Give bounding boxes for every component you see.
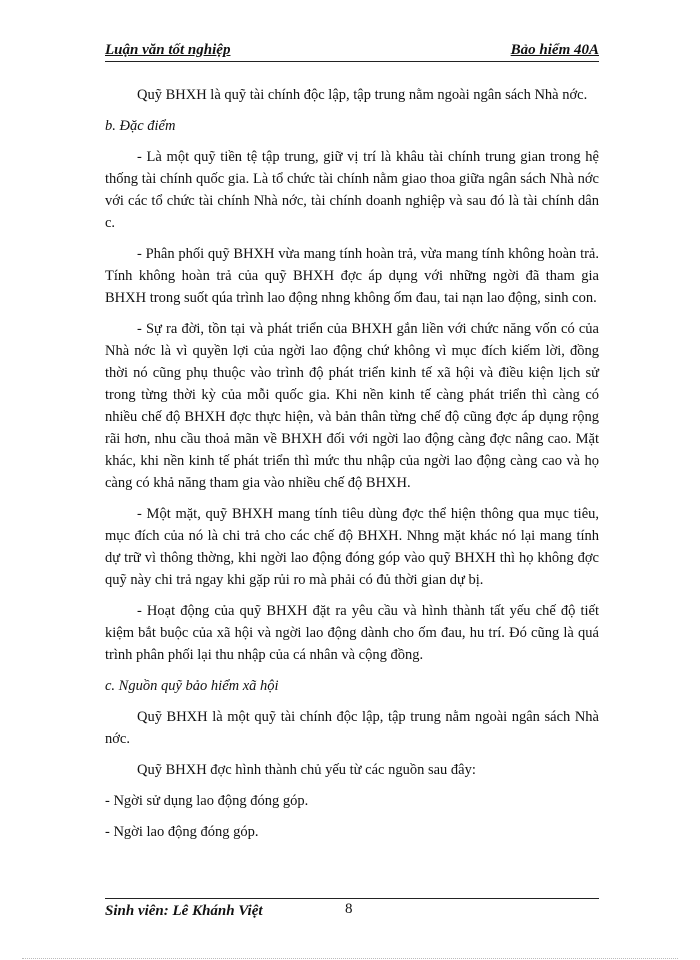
paragraph: - Ngời sử dụng lao động đóng góp. xyxy=(105,793,309,809)
page-footer xyxy=(105,898,599,919)
section-heading: b. Đặc điểm xyxy=(105,118,176,134)
header-title-right: Bảo hiểm 40A xyxy=(510,42,599,58)
page-number: 8 xyxy=(345,901,353,917)
paragraph: Quỹ BHXH đợc hình thành chủ yếu từ các nguồn sau đây: xyxy=(137,762,476,778)
section-heading: c. Nguồn quỹ bảo hiểm xã hội xyxy=(105,678,279,694)
paragraph: - Ngời lao động đóng góp. xyxy=(105,824,259,840)
paragraph: Quỹ BHXH là một quỹ tài chính độc lập, tập trung nằm ngoài ngân sách Nhà nớc. xyxy=(105,709,599,747)
footer-author: Sinh viên: Lê Khánh Việt xyxy=(105,903,263,919)
paragraph: - Là một quỹ tiền tệ tập trung, giữ vị trí là khâu tài chính trung gian trong hệ thống tài chính quốc gia. Là tổ chức tài chính nằm giao thoa giữa ngân sách Nhà nớc với các tổ chức tài chính Nhà nớc, tài chính doanh nghiệp và sau đó là tài chính dân c. xyxy=(105,149,599,231)
paragraph: - Hoạt động của quỹ BHXH đặt ra yêu cầu và hình thành tất yếu chế độ tiết kiệm bắt buộc của xã hội và ngời lao động dành cho ốm đau, hu trí. Đó cũng là quá trình phân phối lại thu nhập của cá nhân và cộng đồng. xyxy=(105,603,599,663)
paragraph: - Sự ra đời, tồn tại và phát triển của BHXH gắn liền với chức năng vốn có của Nhà nớc là vì quyền lợi của ngời lao động chứ không vì mục đích kiếm lời, đồng thời nó cũng phụ thuộc vào trình độ phát triển kinh tế xã hội và điều kiện lịch sử trong từng thời kỳ của mỗi quốc gia. Khi nền kinh tế càng phát triển thì càng có nhiều chế độ BHXH đợc thực hiện, và bản thân từng chế độ cũng đợc áp dụng rộng rãi hơn, nhu cầu thoả mãn về BHXH đối với ngời lao động càng đợc nâng cao. Mặt khác, khi nền kinh tế phát triển thì mức thu nhập của ngời lao động càng cao và họ càng có khả năng tham gia vào nhiều chế độ BHXH. xyxy=(105,321,599,491)
document-body xyxy=(105,84,599,852)
page-edge-dotted-line xyxy=(22,958,678,959)
page-header xyxy=(105,42,599,62)
paragraph: - Phân phối quỹ BHXH vừa mang tính hoàn trả, vừa mang tính không hoàn trả. Tính không hoàn trả của quỹ BHXH đợc áp dụng với những ngời đã tham gia BHXH trong suốt qúa trình lao động nhng không ốm đau, tai nạn lao động, sinh con. xyxy=(105,246,599,306)
paragraph: - Một mặt, quỹ BHXH mang tính tiêu dùng đợc thể hiện thông qua mục tiêu, mục đích của nó là chi trả cho các chế độ BHXH. Nhng mặt khác nó lại mang tính dự trữ vì thông thờng, khi ngời lao động đóng góp vào quỹ BHXH thì họ không đợc quỹ này chi trả ngay khi gặp rủi ro mà phải có đủ thời gian dự bị. xyxy=(105,506,599,588)
paragraph: Quỹ BHXH là quỹ tài chính độc lập, tập trung nằm ngoài ngân sách Nhà nớc. xyxy=(137,87,588,103)
header-title-left: Luận văn tốt nghiệp xyxy=(105,42,231,58)
